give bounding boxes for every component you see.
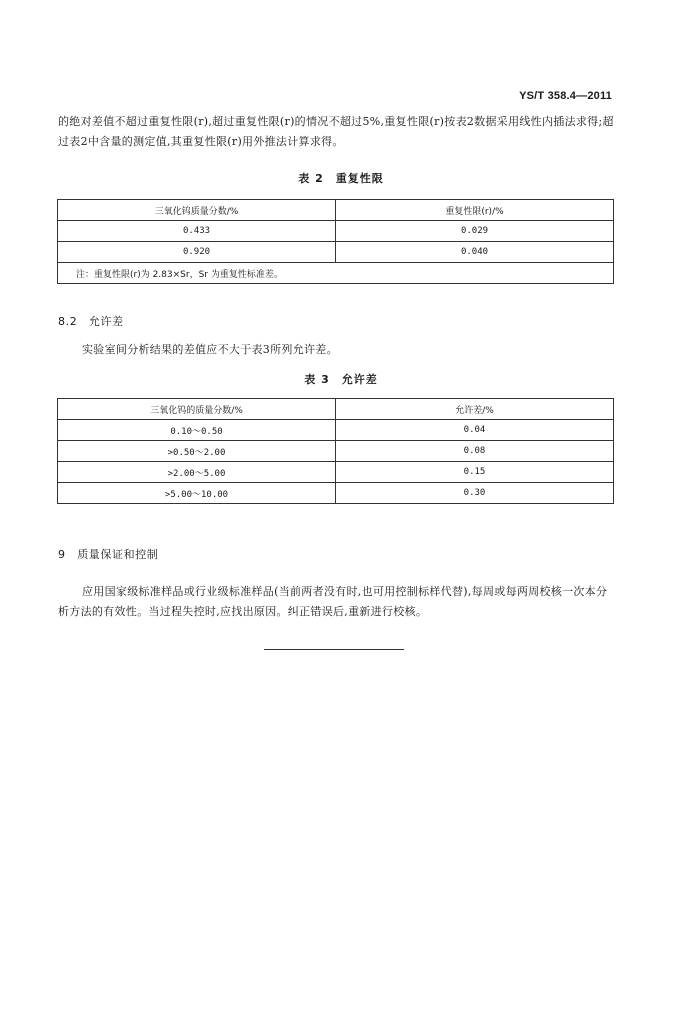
table-header-row [58,200,614,221]
section-9-heading: 9 质量保证和控制 [58,548,159,561]
table-row [58,420,614,441]
table-cell: 0.15 [336,462,614,483]
table-cell: 0.04 [336,420,614,441]
table3-tolerance [57,398,614,504]
table-cell: >0.50～2.00 [58,441,336,462]
table-cell: 0.040 [336,242,614,263]
table-cell: 0.30 [336,483,614,504]
document-code: YS/T 358.4—2011 [519,90,612,102]
intro-paragraph: 的绝对差值不超过重复性限(r),超过重复性限(r)的情况不超过5%,重复性限(r)按表2数据采用线性内插法求得;超过表2中含量的测定值,其重复性限(r)用外推法计算求得。 [58,115,614,148]
table-cell: >2.00～5.00 [58,462,336,483]
table-cell: 0.433 [58,221,336,242]
table-cell: 0.10～0.50 [58,420,336,441]
table-row [58,483,614,504]
table-row [58,462,614,483]
section-8-2-heading: 8.2 允许差 [58,315,124,328]
table2-note: 注：重复性限(r)为 2.83×Sr，Sr 为重复性标准差。 [58,263,614,284]
table3-header-mass-fraction: 三氧化钨的质量分数/% [58,399,336,420]
table-note-row [58,263,614,284]
table2-repeatability [57,199,614,284]
table-row [58,242,614,263]
table-cell: >5.00～10.00 [58,483,336,504]
table-row [58,221,614,242]
table2-caption: 表 2 重复性限 [298,172,384,185]
section-9-text: 应用国家级标准样品或行业级标准样品(当前两者没有时,也可用控制标样代替),每周或每两周校核一次本分析方法的有效性。当过程失控时,应找出原因。纠正错误后,重新进行校核。 [58,585,608,618]
table3-caption: 表 3 允许差 [304,373,378,386]
table2-header-repeatability: 重复性限(r)/% [336,200,614,221]
table-cell: 0.920 [58,242,336,263]
table-cell: 0.08 [336,441,614,462]
end-of-document-rule [264,649,404,650]
table-row [58,441,614,462]
section-8-2-text: 实验室间分析结果的差值应不大于表3所列允许差。 [82,343,338,356]
table-header-row [58,399,614,420]
table2-header-mass-fraction: 三氧化钨质量分数/% [58,200,336,221]
table-cell: 0.029 [336,221,614,242]
table3-header-tolerance: 允许差/% [336,399,614,420]
